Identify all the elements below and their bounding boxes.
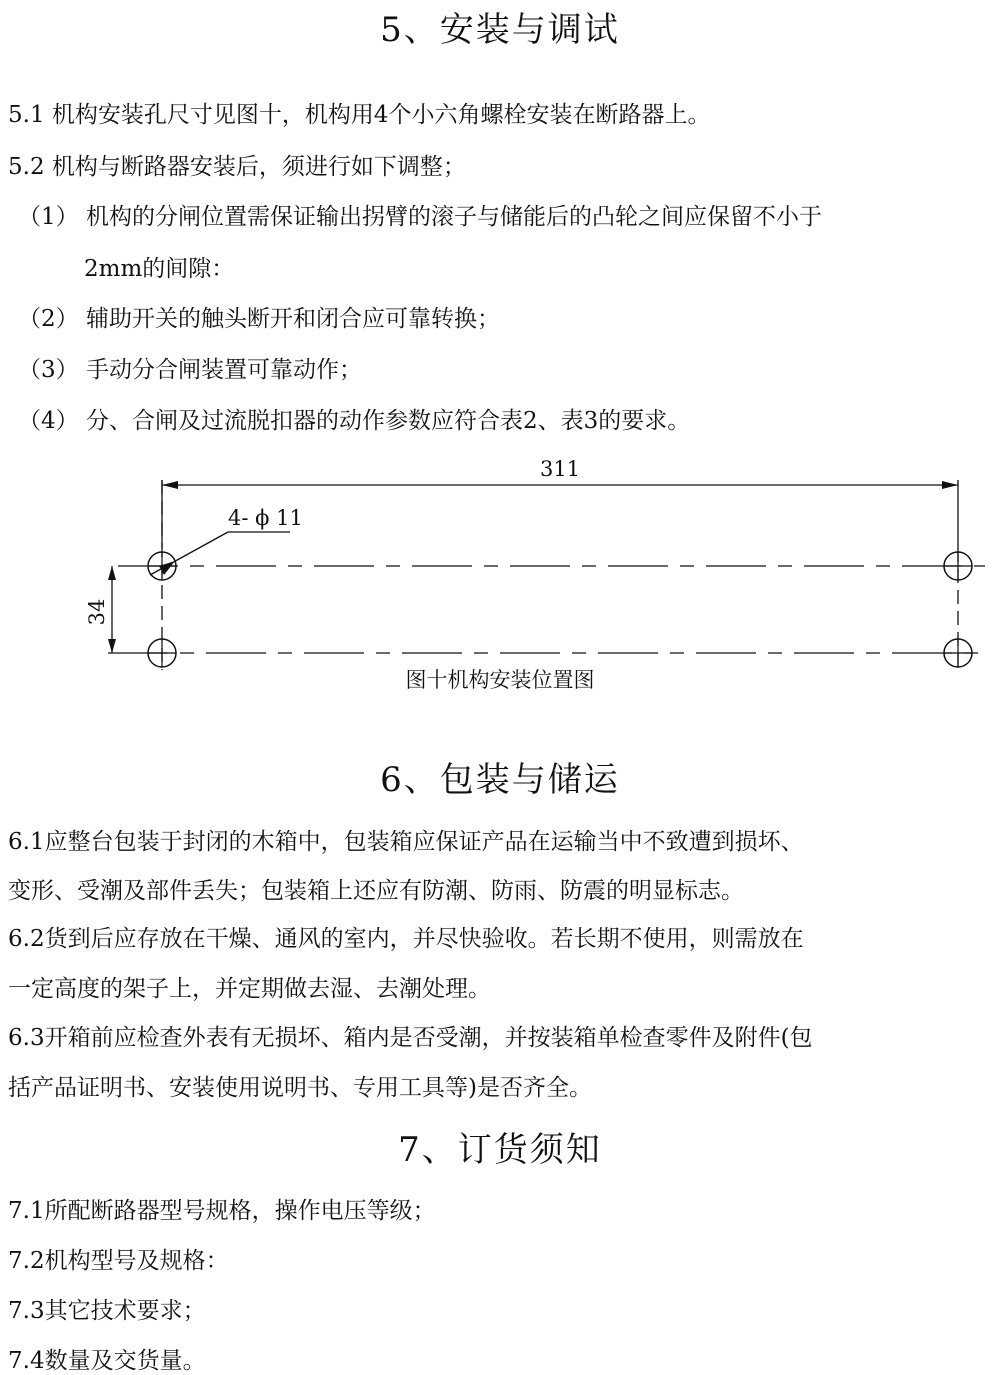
item-5-2-2: （2） 辅助开关的触头断开和闭合应可靠转换；: [18, 306, 500, 332]
hole-dimension-label: 4- ϕ 11: [228, 506, 303, 530]
hole-bottom-right: [944, 639, 972, 667]
hole-bottom-left: [148, 639, 176, 667]
section-6-line-5: 6.3开箱前应检查外表有无损坏、箱内是否受潮，并按装箱单检查零件及附件(包: [8, 1025, 813, 1051]
item-5-2-3: （3） 手动分合闸装置可靠动作；: [18, 357, 362, 383]
section-6-title: 6、包装与储运: [380, 760, 620, 800]
item-5-2: 5.2 机构与断路器安装后，须进行如下调整；: [8, 154, 466, 180]
item-7-3: 7.3其它技术要求；: [8, 1298, 206, 1324]
item-7-2: 7.2机构型号及规格：: [8, 1248, 229, 1274]
item-5-2-1-cont: 2mm的间隙：: [84, 256, 235, 282]
section-6-line-3: 6.2货到后应存放在干燥、通风的室内，并尽快验收。若长期不使用，则需放在: [8, 926, 804, 952]
hole-top-right: [944, 552, 972, 580]
figure-caption: 图十机构安装位置图: [405, 668, 595, 692]
section-5-title: 5、安装与调试: [380, 10, 620, 50]
item-7-4: 7.4数量及交货量。: [8, 1348, 206, 1374]
section-6-line-2: 变形、受潮及部件丢失；包装箱上还应有防潮、防雨、防震的明显标志。: [8, 878, 744, 904]
item-5-2-1: （1） 机构的分闸位置需保证输出拐臂的滚子与储能后的凸轮之间应保留不小于: [18, 204, 822, 230]
item-5-1: 5.1 机构安装孔尺寸见图十，机构用4个小六角螺栓安装在断路器上。: [8, 102, 711, 128]
height-arrow-top: [108, 566, 116, 580]
width-dimension-label: 311: [539, 457, 581, 481]
mounting-hole-diagram: [0, 440, 1000, 670]
height-dimension-label: 34: [85, 598, 109, 626]
item-5-2-4: （4） 分、合闸及过流脱扣器的动作参数应符合表2、表3的要求。: [18, 408, 691, 434]
section-6-line-6: 括产品证明书、安装使用说明书、专用工具等)是否齐全。: [8, 1075, 592, 1101]
width-arrow-left: [162, 481, 178, 489]
height-arrow-bottom: [108, 639, 116, 653]
item-7-1: 7.1所配断路器型号规格，操作电压等级；: [8, 1198, 436, 1224]
width-arrow-right: [942, 481, 958, 489]
section-6-line-1: 6.1应整台包装于封闭的木箱中，包装箱应保证产品在运输当中不致遭到损坏、: [8, 829, 804, 855]
section-7-title: 7、订货须知: [398, 1130, 602, 1170]
section-6-line-4: 一定高度的架子上，并定期做去湿、去潮处理。: [8, 976, 491, 1002]
